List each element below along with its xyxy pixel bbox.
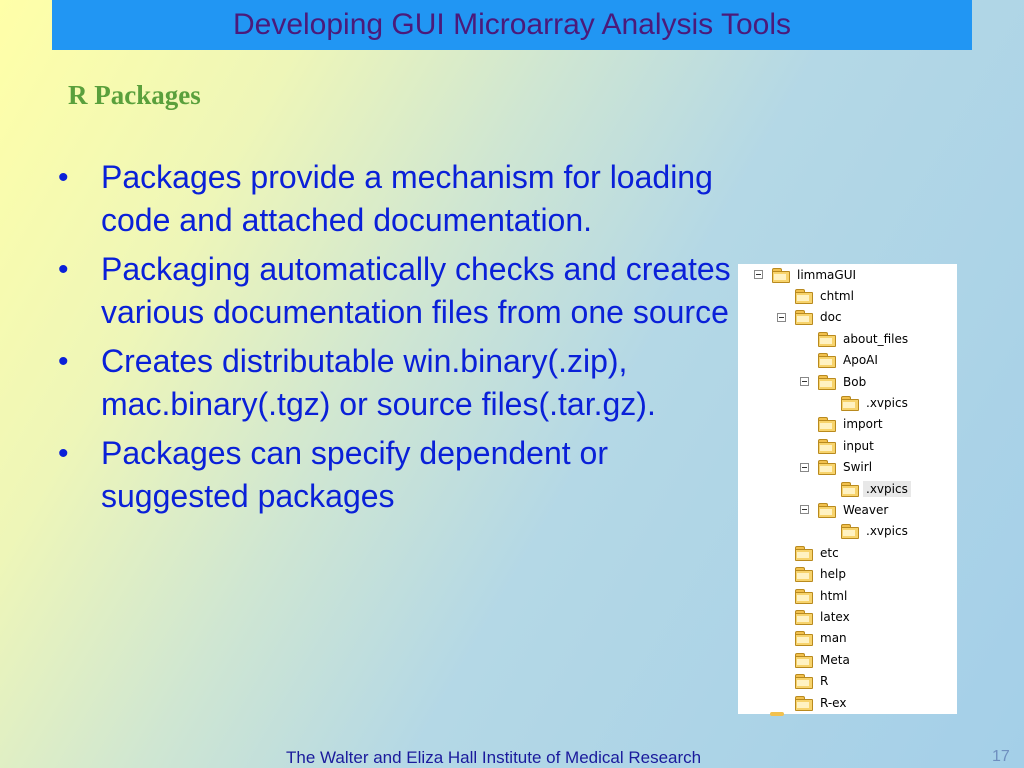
tree-item-label: R-ex xyxy=(820,695,847,710)
folder-icon xyxy=(818,332,836,346)
tree-item-man[interactable] xyxy=(795,628,850,649)
tree-item-import[interactable] xyxy=(818,414,886,435)
tree-item-r-ex[interactable] xyxy=(795,692,849,713)
tree-item-label: doc xyxy=(820,310,842,325)
title-bar xyxy=(52,0,972,50)
tree-item-label: etc xyxy=(820,545,839,560)
tree-item-label: R xyxy=(820,674,829,689)
slide-title: Developing GUI Microarray Analysis Tools xyxy=(232,8,791,41)
tree-item-label: .xvpics xyxy=(863,481,911,497)
tree-item-label: about_files xyxy=(843,331,909,346)
tree-item-label: html xyxy=(820,588,848,603)
folder-icon xyxy=(841,524,859,538)
footer xyxy=(0,748,1024,768)
bullet-item xyxy=(56,432,746,518)
folder-icon xyxy=(795,567,813,581)
folder-icon xyxy=(795,653,813,667)
tree-item-bob[interactable] xyxy=(818,371,869,392)
tree-item-apoai[interactable] xyxy=(818,350,881,371)
slide-subtitle: R Packages xyxy=(68,80,201,110)
bullet-item xyxy=(56,248,746,334)
tree-item-label: Meta xyxy=(820,652,850,667)
tree-item-chtml[interactable] xyxy=(795,285,857,306)
tree-item-label: ApoAI xyxy=(843,353,878,368)
tree-item-label: Weaver xyxy=(843,502,889,517)
tree-item-label: Swirl xyxy=(843,460,873,475)
bullet-dot: • xyxy=(58,253,69,286)
folder-icon xyxy=(818,439,836,453)
tree-item-label: chtml xyxy=(820,288,854,303)
folder-icon xyxy=(795,310,813,324)
slide-number: 17 xyxy=(992,748,1010,765)
tree-item-swirl[interactable] xyxy=(818,457,875,478)
tree-item-label: man xyxy=(820,631,847,646)
folder-icon xyxy=(795,631,813,645)
folder-icon xyxy=(818,353,836,367)
folder-icon xyxy=(818,375,836,389)
tree-item-label: help xyxy=(820,567,846,582)
bullet-item xyxy=(56,156,746,242)
tree-item-help[interactable] xyxy=(795,564,849,585)
folder-icon xyxy=(795,546,813,560)
folder-icon xyxy=(818,417,836,431)
tree-item-xvpics[interactable] xyxy=(841,521,911,542)
tree-item-label: limmaGUI xyxy=(797,267,857,282)
tree-item-doc[interactable] xyxy=(795,307,845,328)
folder-icon xyxy=(818,503,836,517)
collapse-icon[interactable] xyxy=(800,377,809,386)
folder-icon xyxy=(818,460,836,474)
tree-item-label: latex xyxy=(820,609,850,624)
folder-icon xyxy=(772,268,790,282)
folder-tree-panel xyxy=(738,264,957,714)
bullet-list xyxy=(56,156,746,524)
tree-item-limmagui[interactable] xyxy=(772,264,859,285)
collapse-icon[interactable] xyxy=(777,313,786,322)
tree-item-xvpics[interactable] xyxy=(841,392,911,413)
folder-icon xyxy=(795,610,813,624)
folder-icon xyxy=(841,482,859,496)
bullet-text: Packages can specify dependent or suggested packages xyxy=(101,435,608,514)
folder-icon xyxy=(795,589,813,603)
tree-item-weaver[interactable] xyxy=(818,499,891,520)
bullet-dot: • xyxy=(58,437,69,470)
collapse-icon[interactable] xyxy=(754,270,763,279)
tree-item-label: Bob xyxy=(843,374,867,389)
bullet-dot: • xyxy=(58,345,69,378)
tree-item-label: .xvpics xyxy=(866,524,908,539)
tree-item-label: .xvpics xyxy=(866,395,908,410)
tree-item-label: import xyxy=(843,417,883,432)
folder-icon xyxy=(795,289,813,303)
collapse-icon[interactable] xyxy=(800,463,809,472)
tree-item-latex[interactable] xyxy=(795,606,853,627)
footer-text: The Walter and Eliza Hall Institute of Medical Research xyxy=(286,748,702,767)
tree-item-html[interactable] xyxy=(795,585,850,606)
bullet-item xyxy=(56,340,746,426)
folder-icon xyxy=(795,674,813,688)
tree-item-meta[interactable] xyxy=(795,649,853,670)
collapse-icon[interactable] xyxy=(800,505,809,514)
tree-item-xvpics[interactable] xyxy=(841,478,911,499)
bullet-text: Creates distributable win.binary(.zip), mac.binary(.tgz) or source files(.tar.gz). xyxy=(101,343,656,422)
bullet-dot: • xyxy=(58,161,69,194)
folder-icon xyxy=(795,696,813,710)
tree-item-label: input xyxy=(843,438,874,453)
tree-item-input[interactable] xyxy=(818,435,877,456)
folder-fragment-icon xyxy=(770,712,784,716)
tree-item-about-files[interactable] xyxy=(818,328,911,349)
bullet-text: Packages provide a mechanism for loading code and attached documentation. xyxy=(101,159,713,238)
tree-item-r[interactable] xyxy=(795,671,831,692)
tree-item-etc[interactable] xyxy=(795,542,842,563)
bullet-text: Packaging automatically checks and creates various documentation files from one source xyxy=(101,251,731,330)
folder-icon xyxy=(841,396,859,410)
